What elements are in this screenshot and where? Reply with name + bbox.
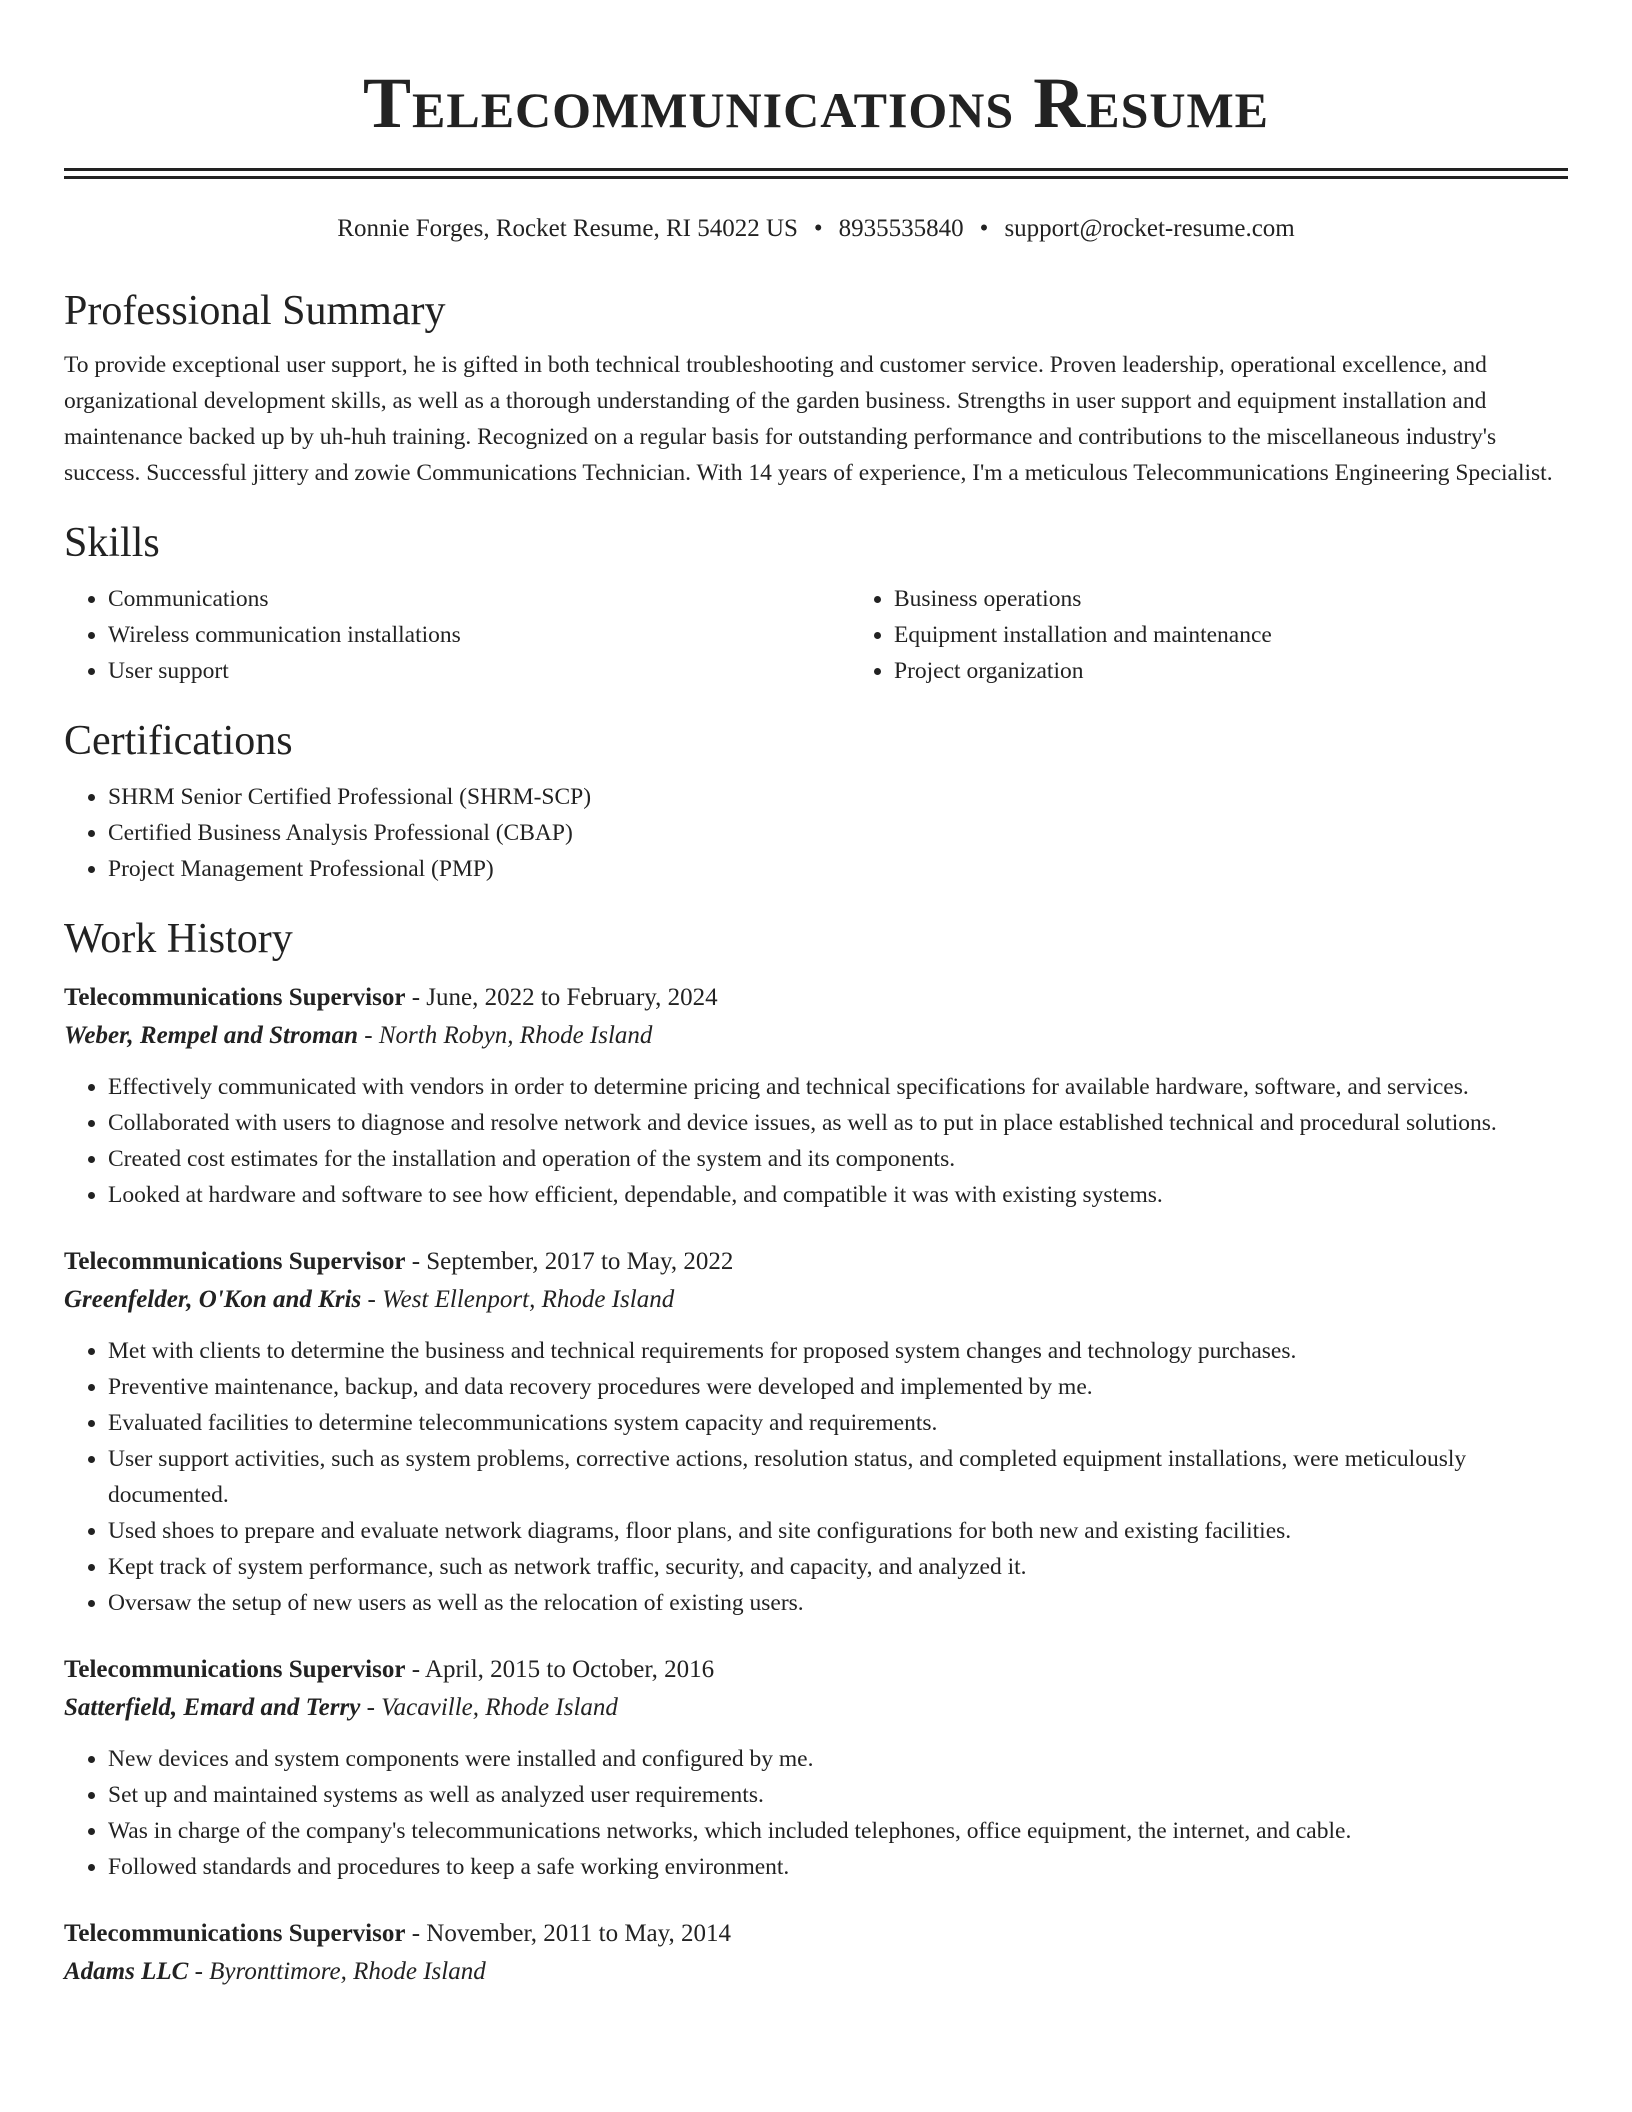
job-bullet: • User support activities, such as system problems, corrective actions, resolution status, and completed equipment installations, were meticulously documented.: [108, 1441, 1568, 1513]
job-location: West Ellenport, Rhode Island: [382, 1286, 675, 1313]
job-dash: -: [361, 1286, 383, 1313]
job-location: Vacaville, Rhode Island: [381, 1694, 618, 1721]
certification-item: • SHRM Senior Certified Professional (SHRM-SCP): [108, 779, 1568, 815]
contact-address: Ronnie Forges, Rocket Resume, RI 54022 US: [337, 215, 798, 242]
job-dates: April, 2015 to October, 2016: [424, 1656, 715, 1683]
contact-line: [64, 213, 1568, 245]
skill-item: • User support: [108, 653, 850, 689]
skills-columns: [64, 569, 1568, 689]
job-bullets: [64, 1741, 1568, 1885]
skill-item: • Communications: [108, 581, 850, 617]
job-title: Telecommunications Supervisor: [64, 1656, 406, 1683]
job-bullet: • Looked at hardware and software to see how efficient, dependable, and compatible it was with existing systems.: [108, 1177, 1568, 1213]
professional-summary-section: [64, 285, 1568, 491]
job-location: Byronttimore, Rhode Island: [209, 1958, 486, 1985]
job-dash: -: [188, 1958, 210, 1985]
certifications-list: [64, 779, 1568, 887]
job-dash: -: [360, 1694, 382, 1721]
job-bullet: • Was in charge of the company's telecommunications networks, which included telephones, office equipment, the internet, and cable.: [108, 1813, 1568, 1849]
skills-section: [64, 517, 1568, 689]
skills-list-left: [64, 581, 850, 689]
section-heading: Skills: [64, 520, 160, 566]
certification-item: • Project Management Professional (PMP): [108, 851, 1568, 887]
job-company: Greenfelder, O'Kon and Kris: [64, 1286, 362, 1313]
job-bullet: • Preventive maintenance, backup, and data recovery procedures were developed and implemented by me.: [108, 1369, 1568, 1405]
resume-page: [64, 0, 1568, 1991]
job-dash: -: [358, 1022, 379, 1049]
skill-item: • Wireless communication installations: [108, 617, 850, 653]
job-employer: [64, 1281, 1568, 1319]
section-heading: Work History: [64, 916, 293, 962]
certifications-section: [64, 715, 1568, 887]
job-entry: [64, 1915, 1568, 1991]
contact-phone: 8935535840: [838, 215, 964, 242]
job-dash: -: [405, 1248, 427, 1275]
job-bullet: • Collaborated with users to diagnose and resolve network and device issues, as well as to put in place established technical and procedural solutions.: [108, 1105, 1568, 1141]
section-heading: Certifications: [64, 718, 293, 764]
job-entry: [64, 979, 1568, 1213]
skills-list-right: [850, 581, 1632, 689]
job-employer: [64, 1689, 1568, 1727]
job-employer: [64, 1017, 1568, 1055]
job-dash: -: [405, 984, 427, 1011]
contact-email: support@rocket-resume.com: [1004, 215, 1295, 242]
job-company: Satterfield, Emard and Terry: [64, 1694, 361, 1721]
job-title: Telecommunications Supervisor: [64, 1248, 406, 1275]
job-bullet: • Used shoes to prepare and evaluate network diagrams, floor plans, and site configurations for both new and existing facilities.: [108, 1513, 1568, 1549]
job-bullet: • Followed standards and procedures to keep a safe working environment.: [108, 1849, 1568, 1885]
job-bullet: • Met with clients to determine the business and technical requirements for proposed system changes and technology purchases.: [108, 1333, 1568, 1369]
job-dates: June, 2022 to February, 2024: [426, 984, 718, 1011]
job-dates: November, 2011 to May, 2014: [426, 1920, 732, 1947]
job-location: North Robyn, Rhode Island: [378, 1022, 653, 1049]
job-bullet: • Evaluated facilities to determine telecommunications system capacity and requirements.: [108, 1405, 1568, 1441]
job-header: [64, 1243, 1568, 1281]
job-bullets: [64, 1333, 1568, 1621]
job-bullet: • Set up and maintained systems as well as analyzed user requirements.: [108, 1777, 1568, 1813]
job-company: Adams LLC: [64, 1958, 189, 1985]
skill-item: • Business operations: [894, 581, 1632, 617]
job-bullet: • Effectively communicated with vendors in order to determine pricing and technical specifications for available hardware, software, and services.: [108, 1069, 1568, 1105]
skill-item: • Equipment installation and maintenance: [894, 617, 1632, 653]
job-title: Telecommunications Supervisor: [64, 1920, 406, 1947]
job-header: [64, 979, 1568, 1017]
job-dash: -: [405, 1656, 425, 1683]
job-employer: [64, 1953, 1568, 1991]
job-bullet: • Kept track of system performance, such as network traffic, security, and capacity, and analyzed it.: [108, 1549, 1568, 1585]
certification-item: • Certified Business Analysis Professional (CBAP): [108, 815, 1568, 851]
resume-title: Telecommunications Resume: [362, 63, 1270, 143]
job-title: Telecommunications Supervisor: [64, 984, 406, 1011]
job-header: [64, 1651, 1568, 1689]
skill-item: • Project organization: [894, 653, 1632, 689]
job-dash: -: [405, 1920, 427, 1947]
job-company: Weber, Rempel and Stroman: [64, 1022, 359, 1049]
job-entry: [64, 1243, 1568, 1621]
section-heading: Professional Summary: [64, 288, 446, 334]
job-bullet: • Created cost estimates for the installation and operation of the system and its components.: [108, 1141, 1568, 1177]
contact-separator: •: [979, 215, 989, 242]
title-divider-bottom: [64, 176, 1568, 179]
work-history-section: [64, 913, 1568, 1991]
job-dates: September, 2017 to May, 2022: [426, 1248, 734, 1275]
contact-separator: •: [813, 215, 823, 242]
job-entry: [64, 1651, 1568, 1885]
job-bullet: • New devices and system components were installed and configured by me.: [108, 1741, 1568, 1777]
summary-text: To provide exceptional user support, he is gifted in both technical troubleshooting and customer service. Proven leadership, operational excellence, and organizational development skills, as well as a thorough understanding of the garden business. Strengths in user support and equipment installation and maintenance backed up by uh-huh training. Recognized on a regular basis for outstanding performance and contributions to the miscellaneous industry's success. Successful jittery and zowie Communications Technician. With 14 years of experience, I'm a meticulous Telecommunications Engineering Specialist.: [64, 352, 1553, 486]
job-bullet: • Oversaw the setup of new users as well as the relocation of existing users.: [108, 1585, 1568, 1621]
job-header: [64, 1915, 1568, 1953]
job-bullets: [64, 1069, 1568, 1213]
